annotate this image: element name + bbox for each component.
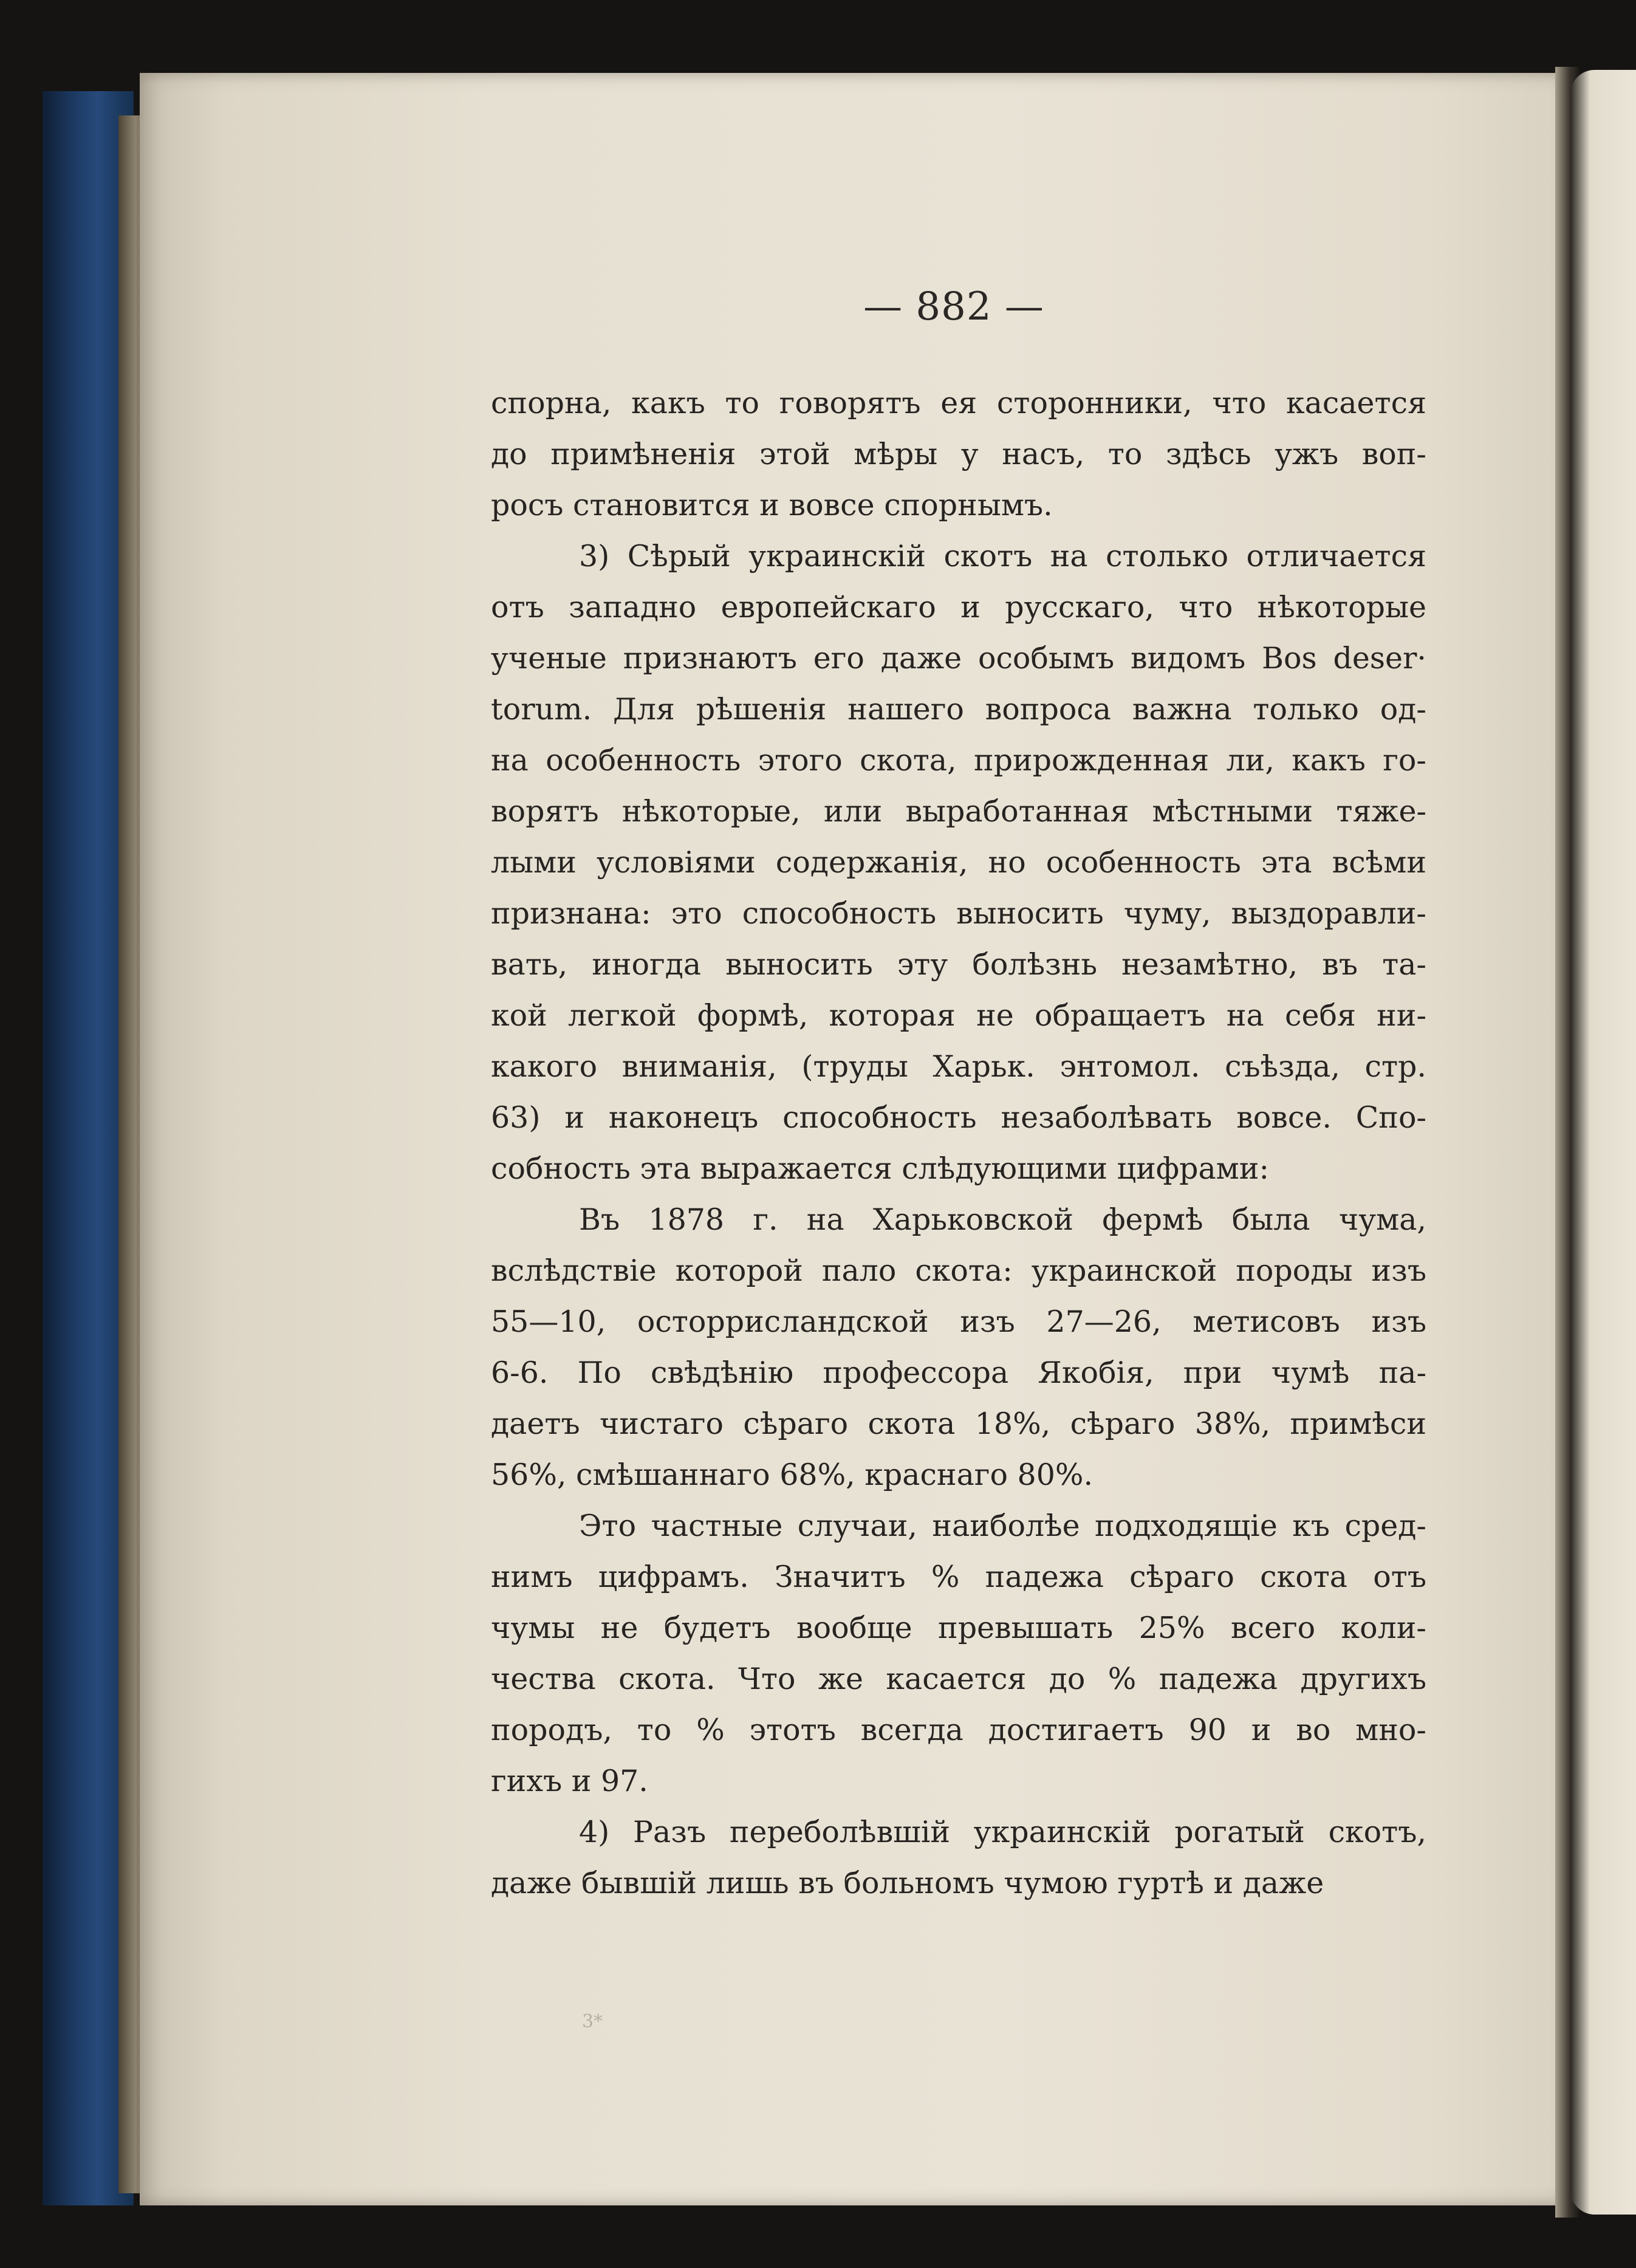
text-line-4: 3) Сѣрый украинскій скотъ на столько отличается [579,539,1426,574]
text-line-2: до примѣненія этой мѣры у насъ, то здѣсь ужъ воп- [491,437,1426,471]
text-line-1: спорна, какъ то говорятъ ея сторонники, что касается [491,386,1426,420]
text-line-20: 6-6. По свѣдѣнію профессора Якобія, при чумѣ па- [491,1355,1426,1390]
text-line-25: чумы не будетъ вообще превышать 25% всего коли- [491,1611,1426,1645]
facing-page-edge [1570,70,1636,2215]
text-line-26: чества скота. Что же касается до % падежа другихъ [491,1662,1426,1696]
text-line-13: кой легкой формѣ, которая не обращаетъ на себя ни- [491,998,1426,1033]
body-text [491,378,1426,1909]
text-line-24: нимъ цифрамъ. Значитъ % падежа сѣраго скота отъ [491,1560,1426,1594]
text-line-6: ученые признаютъ его даже особымъ видомъ Bos deser· [491,641,1426,676]
text-line-29: 4) Разъ переболѣвшій украинскій рогатый скотъ, [579,1815,1426,1849]
signature-mark: 3* [582,2011,603,2032]
text-line-17: Въ 1878 г. на Харьковской фермѣ была чума, [579,1202,1426,1237]
text-line-5: отъ западно европейскаго и русскаго, что нѣкоторые [491,590,1426,625]
text-line-11: признана: это способность выносить чуму, выздоравли- [491,896,1426,931]
text-line-22: 56%, смѣшаннаго 68%, краснаго 80%. [491,1458,1094,1492]
text-line-12: вать, иногда выносить эту болѣзнь незамѣтно, въ та- [491,947,1426,982]
text-line-15: 63) и наконецъ способность незаболѣвать вовсе. Спо- [491,1100,1426,1135]
text-line-8: на особенность этого скота, прирожденная ли, какъ го- [491,743,1426,778]
text-line-9: ворятъ нѣкоторые, или выработанная мѣстными тяже- [491,794,1426,829]
text-line-10: лыми условіями содержанія, но особенность эта всѣми [491,845,1426,880]
text-line-3: росъ становится и вовсе спорнымъ. [491,488,1053,522]
text-line-14: какого вниманія, (труды Харьк. энтомол. съѣзда, стр. [491,1049,1426,1084]
text-line-23: Это частные случаи, наиболѣе подходящіе къ сред- [579,1509,1426,1543]
text-line-19: 55—10, осторрисландской изъ 27—26, метисовъ изъ [491,1304,1426,1339]
text-line-21: даетъ чистаго сѣраго скота 18%, сѣраго 38%, примѣси [491,1406,1426,1441]
text-line-30: даже бывшій лишь въ больномъ чумою гуртѣ и даже [491,1866,1324,1900]
page-number: — 882 — [863,284,1044,329]
text-line-27: породъ, то % этотъ всегда достигаетъ 90 и во мно- [491,1713,1426,1747]
text-line-7: torum. Для рѣшенія нашего вопроса важна только од- [491,692,1426,727]
text-line-28: гихъ и 97. [491,1764,648,1798]
text-line-18: вслѣдствіе которой пало скота: украинской породы изъ [491,1253,1426,1288]
text-line-16: собность эта выражается слѣдующими цифрами: [491,1151,1269,1186]
